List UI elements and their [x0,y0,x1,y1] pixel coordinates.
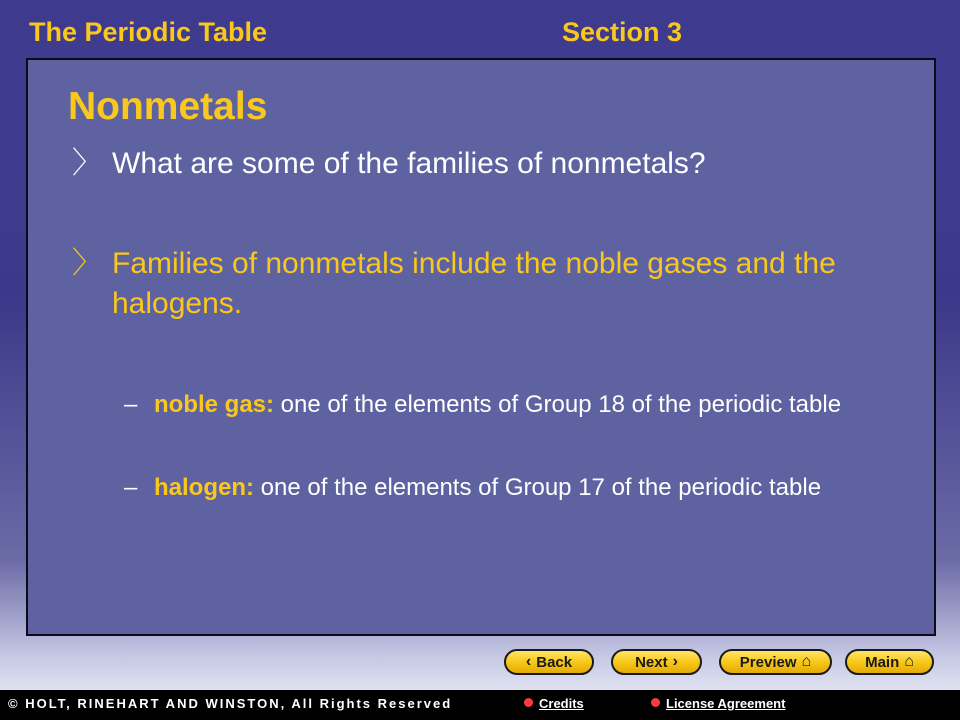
next-button-label: Next [635,653,668,671]
definition-halogen [124,471,864,505]
copyright-text: © HOLT, RINEHART AND WINSTON, All Rights Reserved [8,696,453,711]
footer-bar [0,690,960,720]
chevron-right-icon: › [672,653,678,670]
content-panel [26,58,936,636]
bullet-marker-icon: 〉 [72,247,102,280]
header-title: The Periodic Table [29,17,268,47]
answer-bullet [72,244,892,324]
section-label: Section 3 [562,17,683,47]
dash-marker: – [124,474,138,501]
main-button-label: Main [865,653,900,671]
bullet-dot-icon [524,698,533,707]
next-button[interactable] [611,649,702,675]
bullet-marker-icon: 〉 [72,147,102,180]
home-icon: ⌂ [801,653,812,670]
credits-link[interactable] [524,696,584,711]
home-icon: ⌂ [904,653,914,670]
question-text: What are some of the families of nonmetals? [112,147,706,180]
question-bullet [72,144,892,184]
license-label: License Agreement [666,696,786,711]
dash-marker: – [124,391,138,418]
license-agreement-link[interactable] [651,696,785,711]
back-button-label: Back [536,653,573,671]
definition-term: halogen: [154,474,254,501]
definition-text: one of the elements of Group 17 of the periodic table [254,474,822,501]
answer-text: Families of nonmetals include the noble gases and the halogens. [112,247,836,320]
preview-button[interactable] [719,649,832,675]
slide-title: Nonmetals [68,85,268,128]
definition-text: one of the elements of Group 18 of the periodic table [274,391,842,418]
main-button[interactable] [845,649,934,675]
credits-label: Credits [539,696,584,711]
definition-term: noble gas: [154,391,275,418]
preview-button-label: Preview [739,653,797,671]
chevron-left-icon: ‹ [525,653,532,670]
definition-noble-gas [124,388,864,422]
bullet-dot-icon [651,698,660,707]
back-button[interactable] [504,649,594,675]
